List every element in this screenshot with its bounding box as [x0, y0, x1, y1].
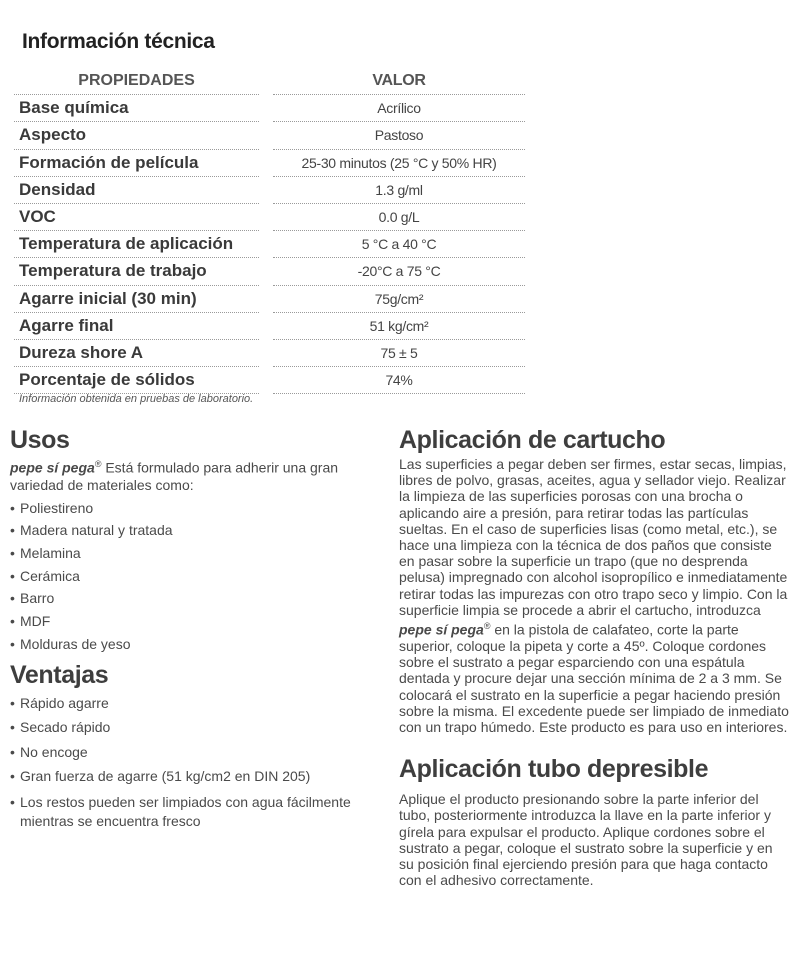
- usos-heading: Usos: [10, 426, 70, 454]
- list-item: • MDF: [10, 613, 380, 630]
- property-name: Base química: [14, 95, 259, 122]
- table-row: [14, 95, 554, 122]
- property-name: Agarre inicial (30 min): [14, 286, 259, 313]
- usos-intro-text: Está formulado para adherir una gran variedad de materiales como:: [10, 459, 339, 493]
- property-value: Pastoso: [273, 122, 525, 149]
- property-value: 74%: [273, 367, 525, 394]
- property-value: 51 kg/cm²: [273, 313, 525, 340]
- cartucho-heading: Aplicación de cartucho: [399, 426, 666, 454]
- right-column: [399, 424, 789, 888]
- property-value: 75g/cm²: [273, 286, 525, 313]
- table-row: [14, 367, 554, 394]
- list-item: • Molduras de yeso: [10, 636, 380, 653]
- table-header: [14, 68, 554, 95]
- property-value: 75 ± 5: [273, 340, 525, 367]
- property-value: 1.3 g/ml: [273, 177, 525, 204]
- property-name: Aspecto: [14, 122, 259, 149]
- cartucho-text: [399, 456, 789, 735]
- list-item: • Los restos pueden ser limpiados con agua fácilmente mientras se encuentra fresco: [10, 793, 370, 831]
- property-value: -20°C a 75 °C: [273, 258, 525, 285]
- property-name: Temperatura de aplicación: [14, 231, 259, 258]
- list-item: • Cerámica: [10, 568, 380, 585]
- list-item: • Gran fuerza de agarre (51 kg/cm2 en DIN 205): [10, 768, 380, 785]
- property-name: VOC: [14, 204, 259, 231]
- property-name: Temperatura de trabajo: [14, 258, 259, 285]
- usos-intro: [10, 456, 380, 494]
- table-row: [14, 286, 554, 313]
- list-item: • No encoge: [10, 744, 380, 761]
- table-row: [14, 150, 554, 177]
- list-item: • Barro: [10, 590, 380, 607]
- tubo-heading: Aplicación tubo depresible: [399, 755, 709, 784]
- table-row: [14, 204, 554, 231]
- list-item: • Melamina: [10, 545, 380, 562]
- table-row: [14, 177, 554, 204]
- property-value: 25-30 minutos (25 °C y 50% HR): [273, 150, 525, 177]
- usos-list: [10, 500, 380, 653]
- cartucho-text-1: Las superficies a pegar deben ser firmes, estar secas, limpias, libres de polvo, grasas, aceites, agua y sellador viejo. Realizar la limpieza de las superficies porosas con una brocha o aplicando aire a presión, para retirar todas las partículas sueltas. En el caso de superficies lisas (como metal, etc.), se hace una limpieza con la técnica de dos paños que consiste en pasar sobre la superficie un trapo (que no desprenda pelusa) impregnado con alcohol isopropílico e inmediatamente retirar todas las impurezas con otro trapo seco y limpio. Con la superficie limpia se procede a abrir el cartucho, introduzca: [399, 456, 788, 618]
- cartucho-text-2: en la pistola de calafateo, corte la parte superior, coloque la pipeta y corte a 45º. Coloque cordones sobre el sustrato a pegar esparciendo con una espátula dentada y procure dejar una sección mínima de 2 a 3 mm. Se colocará el sustrato en la superficie a pegar haciendo presión sobre la misma. El excedente puede ser limpiado de inmediato con un trapo húmedo. Este producto es para uso en interiores.: [399, 621, 789, 735]
- ventajas-heading: Ventajas: [10, 660, 109, 689]
- table-row: [14, 340, 554, 367]
- header-properties: PROPIEDADES: [14, 68, 259, 95]
- header-value: VALOR: [273, 68, 525, 95]
- table-row: [14, 122, 554, 149]
- property-value: Acrílico: [273, 95, 525, 122]
- property-name: Porcentaje de sólidos: [14, 367, 259, 394]
- property-name: Agarre final: [14, 313, 259, 340]
- brand-name: pepe sí pega: [10, 459, 95, 476]
- list-item: • Madera natural y tratada: [10, 522, 380, 539]
- property-name: Formación de película: [14, 150, 259, 177]
- table-row: [14, 231, 554, 258]
- tubo-text: Aplique el producto presionando sobre la parte inferior del tubo, posteriormente introduzca la llave en la parte inferior y gírela para expulsar el producto. Aplique cordones sobre el sustrato a pegar, coloque el sustrato sobre la superficie y en su posición final ejerciendo presión para que haga contacto con el adhesivo correctamente.: [399, 791, 773, 889]
- ventajas-list: [10, 695, 380, 831]
- brand-name: pepe sí pega: [399, 621, 484, 638]
- property-value: 5 °C a 40 °C: [273, 231, 525, 258]
- table-row: [14, 258, 554, 285]
- property-name: Dureza shore A: [14, 340, 259, 367]
- lab-note: Información obtenida en pruebas de laboratorio.: [19, 393, 254, 405]
- tech-info-title: Información técnica: [22, 30, 215, 53]
- property-value: 0.0 g/L: [273, 204, 525, 231]
- left-column: [10, 424, 380, 836]
- list-item: • Rápido agarre: [10, 695, 380, 712]
- properties-table: [14, 68, 554, 394]
- registered-mark: ®: [483, 621, 491, 632]
- property-name: Densidad: [14, 177, 259, 204]
- registered-mark: ®: [94, 459, 102, 469]
- list-item: • Secado rápido: [10, 719, 380, 736]
- list-item: • Poliestireno: [10, 500, 380, 517]
- table-row: [14, 313, 554, 340]
